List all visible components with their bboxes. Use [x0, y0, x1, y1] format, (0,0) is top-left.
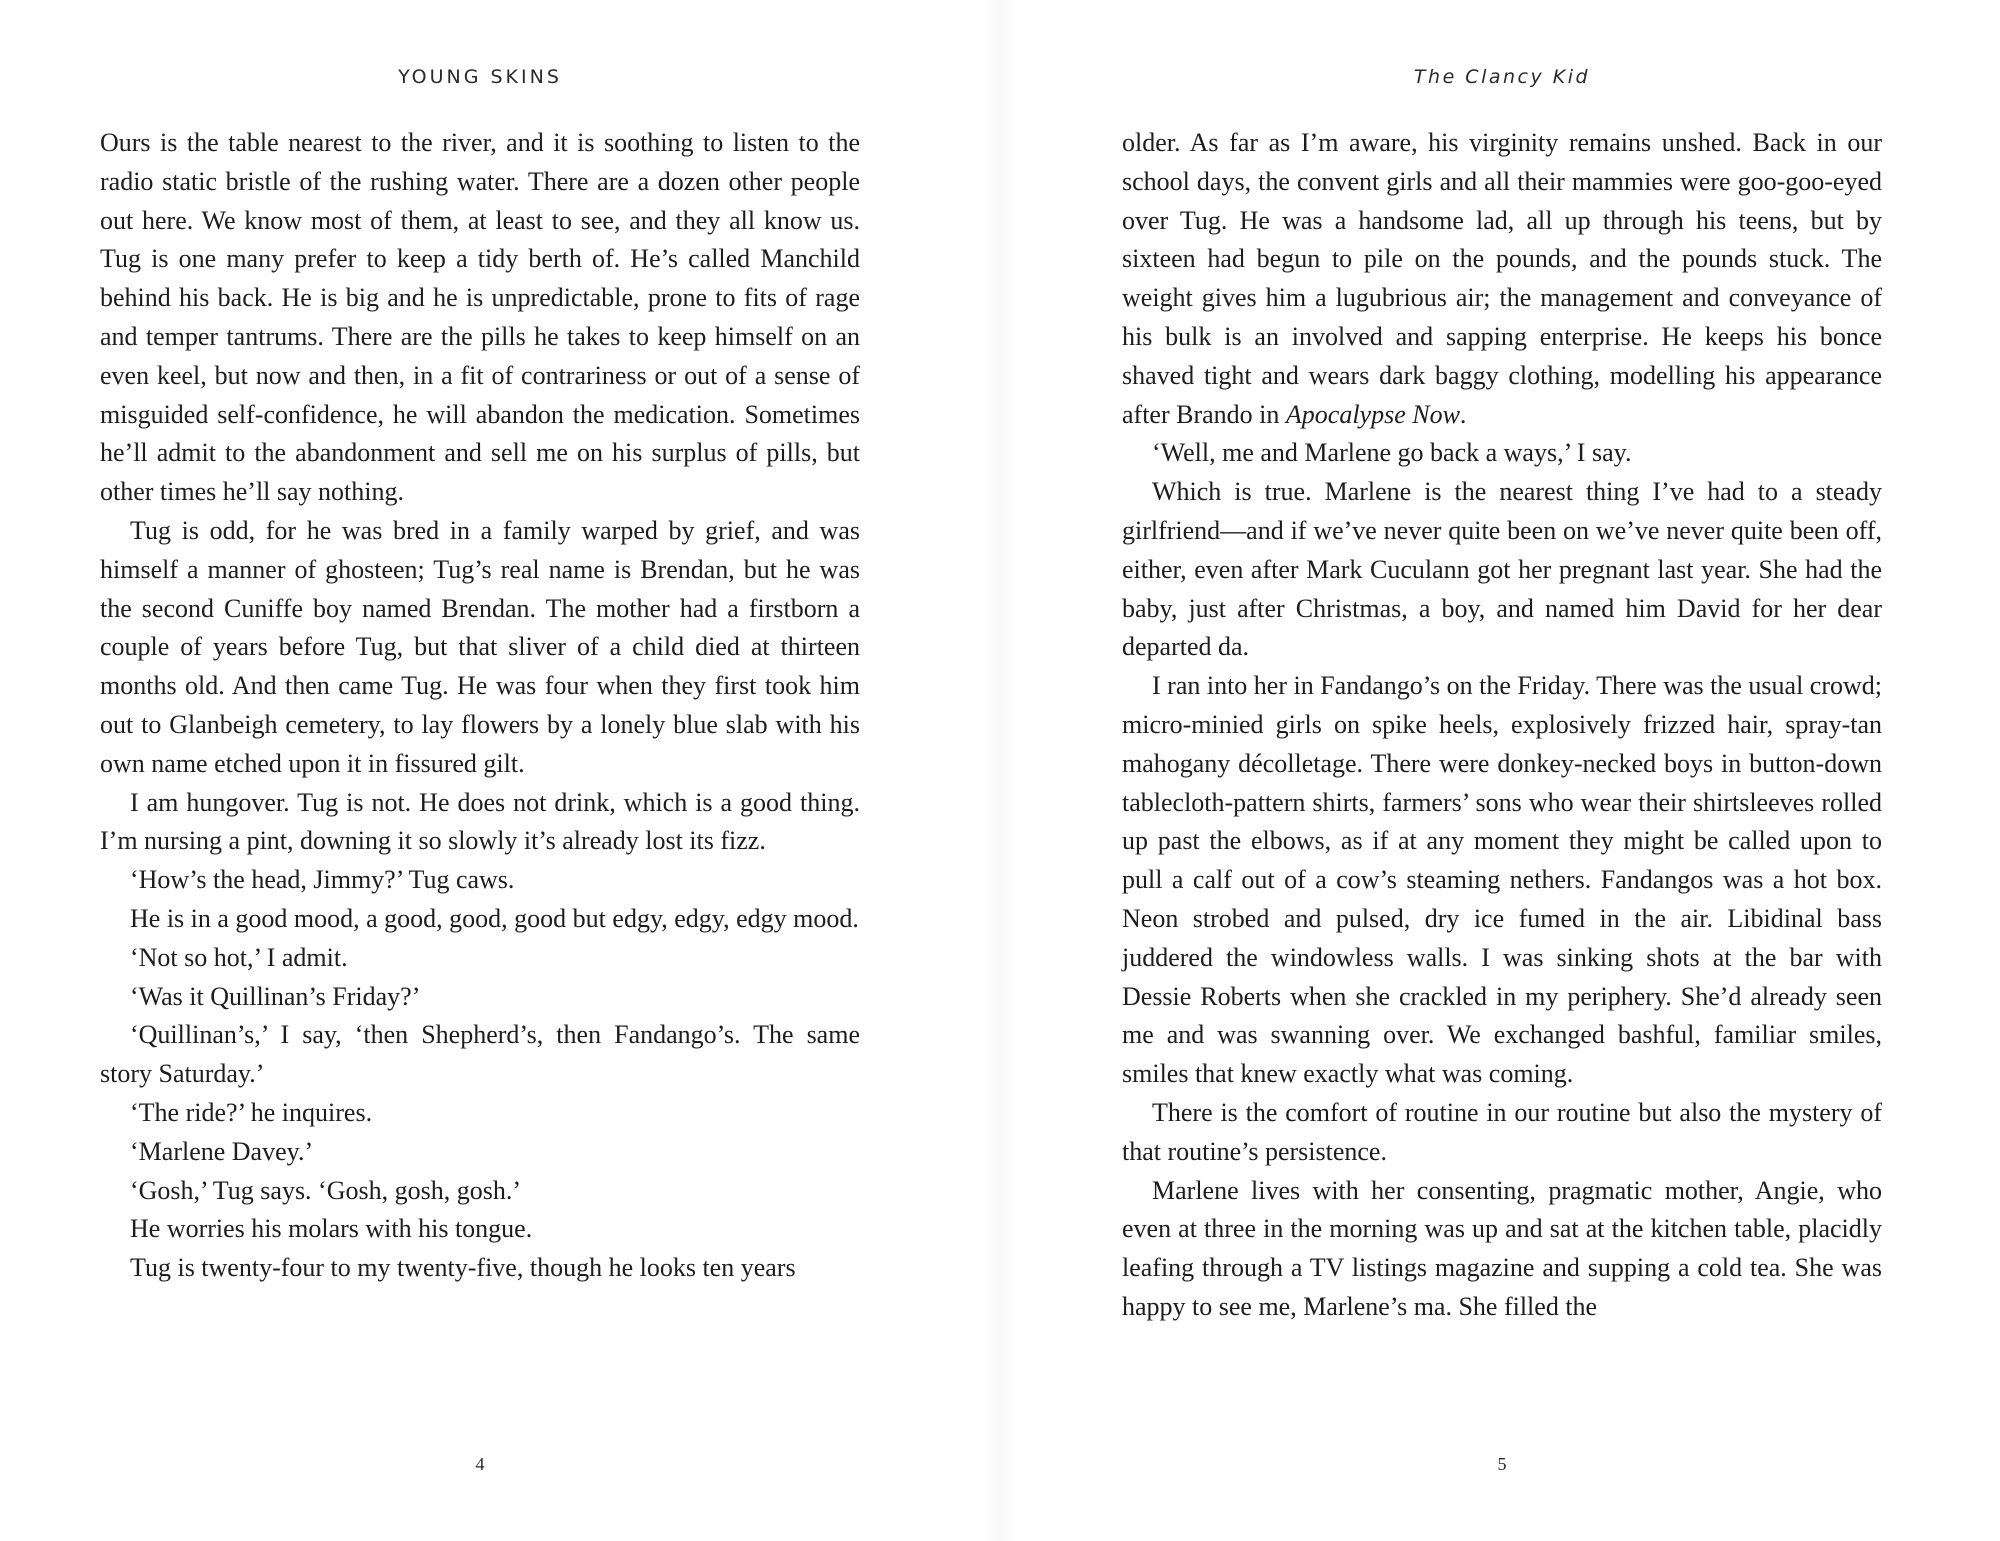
film-title: Apocalypse Now [1285, 399, 1460, 429]
paragraph: I ran into her in Fandango’s on the Friday. There was the usual crowd; micro-minied girls on spike heels, explosively frizzed hair, spray-tan mahogany décolletage. There were donkey-necked boys in button-down tablecloth-pattern shirts, farmers’ sons who wear their shirtsleeves rolled up past the elbows, as if at any moment they might be called upon to pull a calf out of a cow’s steaming nethers. Fandangos was a hot box. Neon strobed and pulsed, dry ice fumed in the air. Libidinal bass juddered the windowless walls. I was sinking shots at the bar with Dessie Roberts when she crackled in my periphery. She’d already seen me and was swanning over. We exchanged bashful, familiar smiles, smiles that knew exactly what was coming. [1122, 671, 1882, 1089]
paragraph-continued [1122, 124, 1882, 434]
running-head-right: The Clancy Kid [1413, 66, 1591, 88]
running-head-left: YOUNG SKINS [398, 66, 562, 88]
paragraph: Marlene lives with her consenting, pragmatic mother, Angie, who even at three in the morning was up and sat at the kitchen table, placidly leafing through a TV listings magazine and supping a cold tea. She was happy to see me, Marlene’s ma. She filled the [1122, 1175, 1882, 1321]
paragraph: He worries his molars with his tongue. [130, 1214, 533, 1244]
paragraph: ‘Not so hot,’ I admit. [130, 942, 348, 972]
paragraph: ‘Well, me and Marlene go back a ways,’ I say. [1152, 438, 1632, 468]
paragraph: Tug is odd, for he was bred in a family warped by grief, and was himself a manner of ghosteen; Tug’s real name is Brendan, but he was the second Cuniffe boy named Brendan. The mother had a firstborn a couple of years before Tug, but that sliver of a child died at thirteen months old. And then came Tug. He was four when they first took him out to Glanbeigh cemetery, to lay flowers by a lonely blue slab with his own name etched upon it in fissured gilt. [100, 515, 860, 778]
page-number-right: 5 [1497, 1454, 1507, 1474]
paragraph: ‘Marlene Davey.’ [130, 1136, 314, 1166]
paragraph: ‘Gosh,’ Tug says. ‘Gosh, gosh, gosh.’ [130, 1175, 522, 1205]
left-page [100, 0, 860, 1541]
left-text-block [100, 124, 860, 1288]
paragraph: He is in a good mood, a good, good, good but edgy, edgy, edgy mood. [130, 903, 859, 933]
paragraph: There is the comfort of routine in our routine but also the mystery of that routine’s persistence. [1122, 1097, 1882, 1166]
paragraph: I am hungover. Tug is not. He does not drink, which is a good thing. I’m nursing a pint, downing it so slowly it’s already lost its fizz. [100, 787, 860, 856]
paragraph-text: older. As far as I’m aware, his virginity remains unshed. Back in our school days, the convent girls and all their mammies were goo-goo-eyed over Tug. He was a handsome lad, all up through his teens, but by sixteen had begun to pile on the pounds, and the pounds stuck. The weight gives him a lugubrious air; the management and conveyance of his bulk is an involved and sapping enterprise. He keeps his bonce shaved tight and wears dark baggy clothing, modelling his appearance after Brando in [1122, 128, 1882, 429]
paragraph-end: . [1459, 399, 1467, 429]
right-text-block [1122, 124, 1882, 1327]
paragraph: ‘The ride?’ he inquires. [130, 1097, 373, 1127]
paragraph: ‘How’s the head, Jimmy?’ Tug caws. [130, 865, 515, 895]
paragraph: ‘Was it Quillinan’s Friday?’ [130, 981, 421, 1011]
paragraph: ‘Quillinan’s,’ I say, ‘then Shepherd’s, then Fandango’s. The same story Saturday.’ [100, 1020, 860, 1089]
gutter [985, 0, 1015, 1541]
paragraph: Ours is the table nearest to the river, and it is soothing to listen to the radio static bristle of the rushing water. There are a dozen other people out here. We know most of them, at least to see, and they all know us. Tug is one many prefer to keep a tidy berth of. He’s called Manchild behind his back. He is big and he is unpredictable, prone to fits of rage and temper tantrums. There are the pills he takes to keep himself on an even keel, but now and then, in a fit of contrariness or out of a sense of misguided self-confidence, he will abandon the medication. Sometimes he’ll admit to the abandonment and sell me on his surplus of pills, but other times he’ll say nothing. [100, 128, 860, 507]
paragraph: Tug is twenty-four to my twenty-five, though he looks ten years [130, 1253, 796, 1283]
page-number-left: 4 [475, 1454, 485, 1474]
paragraph: Which is true. Marlene is the nearest thing I’ve had to a steady girlfriend—and if we’ve never quite been on we’ve never quite been off, either, even after Mark Cuculann got her pregnant last year. She had the baby, just after Christmas, a boy, and named him David for her dear departed da. [1122, 477, 1882, 662]
right-page [1122, 0, 1882, 1541]
